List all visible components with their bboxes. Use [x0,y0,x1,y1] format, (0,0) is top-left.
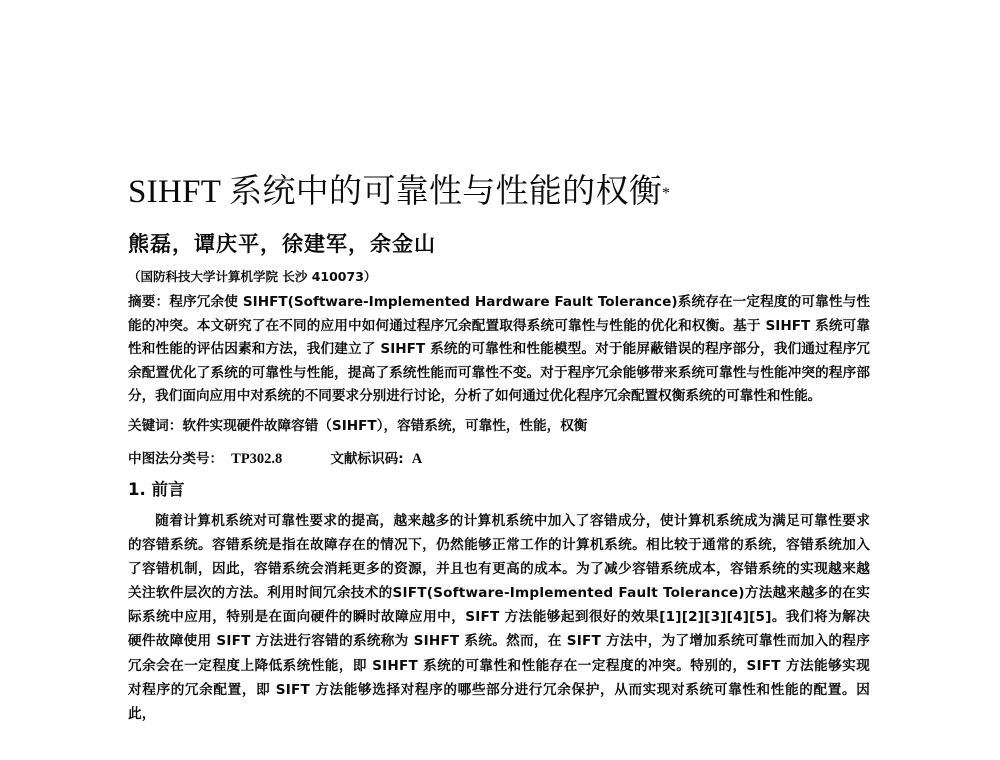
section-heading: 1. 前言 [128,479,185,499]
affiliation: （国防科技大学计算机学院 长沙 410073） [128,269,377,284]
clc-label: 中图法分类号： [128,450,224,467]
clc-value: TP302.8 [231,450,283,467]
keywords: 关键词：软件实现硬件故障容错（SIHFT），容错系统，可靠性，性能，权衡 [128,417,588,434]
title-footnote-mark: * [662,185,671,202]
doc-code-label: 文献标识码: [330,450,404,467]
intro-paragraph: 随着计算机系统对可靠性要求的提高，越来越多的计算机系统中加入了容错成分，使计算机系统成为满足可靠性要求的容错系统。容错系统是指在故障存在的情况下，仍然能够正常工作的计算机系统。相比较于通常的系统，容错系统加入了容错机制，因此，容错系统会消耗更多的资源，并且也有更高的成本。为了减少容错系统成本，容错系统的实现越来越关注软件层次的方法。利用时间冗余技术的SIFT(Software-Implemented Fault Tolerance)方法越来越多的在实际系统中应用，特别是在面向硬件的瞬时故障应用中，SIFT 方法能够起到很好的效果[1][2][3][4][5]。我们将为解决硬件故障使用 SIFT 方法进行容错的系统称为 SIHFT 系统。然而，在 SIFT 方法中，为了增加系统可靠性而加入的程序冗余会在一定程度上降低系统性能，即 SIHFT 系统的可靠性和性能存在一定程度的冲突。特别的，SIFT 方法能够实现对程序的冗余配置，即 SIFT 方法能够选择对程序的哪些部分进行冗余保护，从而实现对系统可靠性和性能的配置。因此， [128,512,870,722]
doc-code-value: A [411,450,423,467]
paper-title-text: SIHFT 系统中的可靠性与性能的权衡 [128,174,663,210]
paper-title [128,170,870,214]
author-list: 熊磊，谭庆平，徐建军，余金山 [128,232,436,256]
classification-line [128,448,870,470]
paper-page [128,170,870,726]
abstract: 摘要：程序冗余使 SIHFT(Software-Implemented Hardware Fault Tolerance)系统存在一定程度的可靠性与性能的冲突。本文研究了在不同的应用中如何通过程序冗余配置取得系统可靠性与性能的优化和权衡。基于 SIHFT 系统可靠性和性能的评估因素和方法，我们建立了 SIHFT 系统的可靠性和性能模型。对于能屏蔽错误的程序部分，我们通过程序冗余配置优化了系统的可靠性与性能，提高了系统性能而可靠性不变。对于程序冗余能够带来系统可靠性与性能冲突的程序部分，我们面向应用中对系统的不同要求分别进行讨论，分析了如何通过优化程序冗余配置权衡系统的可靠性和性能。 [128,294,870,405]
